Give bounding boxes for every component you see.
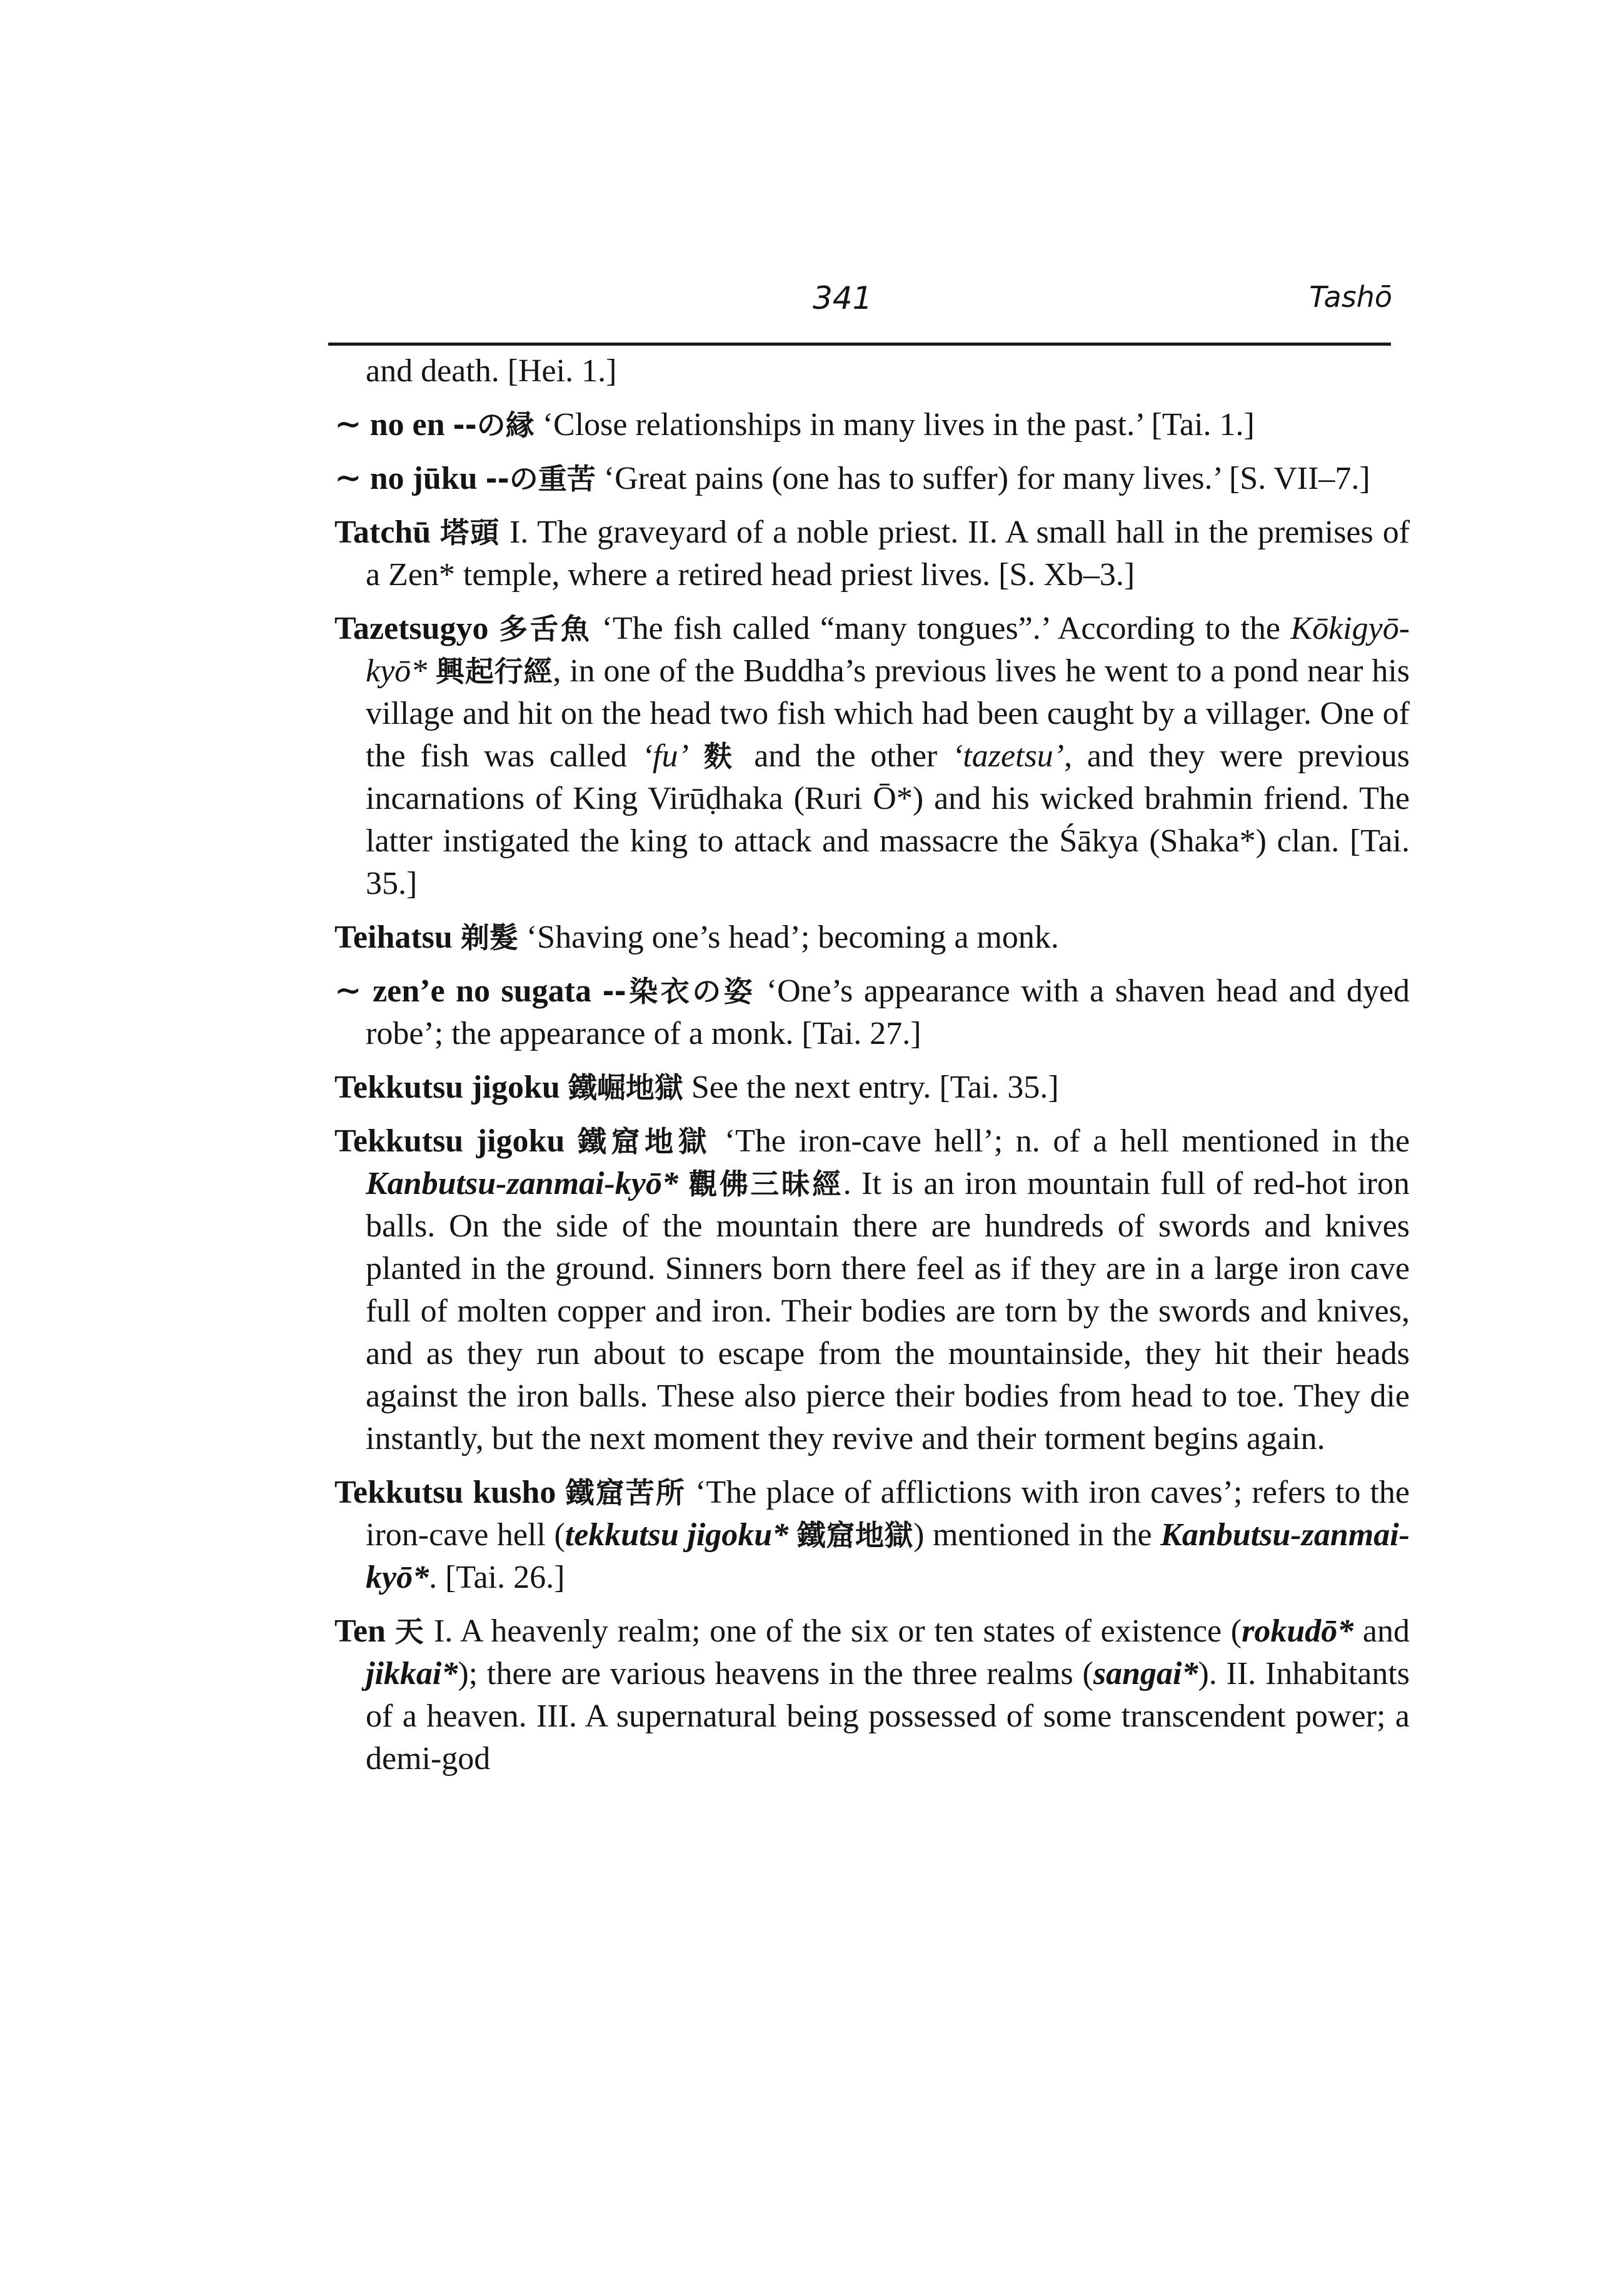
entry-italic-term: ‘fu’ [641,738,689,774]
entry-italic-term: sangai* [1093,1656,1198,1692]
entry-definition: . It is an iron mountain full of red-hot iron balls. On the side of the mountain there are hundreds of swords and knives planted in the ground. Sinners born there feel as if they are in a large iron cave full of molten copper and iron. Their bodies are torn by the swords and knives, and as they run about to escape from the mountainside, they hit their heads against the iron balls. These also pierce their bodies from head to toe. They die instantly, but the next moment they revive and their torment begins again. [366,1166,1410,1456]
entry-tekkutsu-jigoku-2 [334,1120,1410,1460]
subentry-definition: ‘Close relationships in many lives in the past.’ [542,407,1143,443]
entry-tazetsugyo [334,608,1410,905]
tilde-mark: ∼ [334,407,362,443]
tilde-mark: ∼ [334,461,362,496]
entry-headword: Teihatsu [334,920,453,955]
entry-definition: ) mentioned in the [913,1517,1152,1553]
entry-headword: Tekkutsu jigoku [334,1123,565,1159]
entry-definition: ); there are various heavens in the three realms ( [458,1656,1093,1692]
entry-tatchu [334,511,1410,596]
subentry-no-en [334,404,1410,446]
entry-definition: ). II. Inhabitants of a heaven. III. A supernatural being possessed of some transcendent power; a demi-god [366,1656,1410,1777]
entry-definition: I. A heavenly realm; one of the six or ten states of existence ( [433,1613,1242,1649]
subentry-headword: no en [369,407,445,443]
entry-japanese: 鐵窟地獄 [577,1125,712,1158]
header-rule [328,343,1391,346]
entry-reference: [Tai. 26.] [445,1560,565,1595]
entry-definition: , in one of the Buddha’s previous lives he went to a pond near his village and hit on the head two fish which had been caught by a villager. One of the fish was called [366,653,1410,774]
entry-tekkutsu-kusho [334,1471,1410,1599]
subentry-headword: zen’e no sugata [373,973,591,1009]
entry-reference: [Tai. 35.] [366,823,1410,901]
entry-italic-term: rokudō* [1242,1613,1354,1649]
entry-definition: I. The graveyard of a noble priest. II. A small hall in the premises of a Zen* temple, where a retired head priest lives. [366,514,1410,593]
entry-ten [334,1610,1410,1780]
entry-reference: [S. Xb–3.] [998,557,1135,593]
entry-definition: ‘The place of afflictions with iron caves’; refers to the iron-cave hell ( [366,1475,1410,1553]
entry-definition: ‘The fish called “many tongues”.’ According to the [601,611,1281,646]
subentry-zene-no-sugata [334,970,1410,1055]
entry-definition: . [429,1560,438,1595]
dictionary-body [334,350,1410,1792]
entry-reference: [Hei. 1.] [507,353,617,389]
entry-italic-term: ‘tazetsu’ [952,738,1065,774]
entry-definition: ‘Shaving one’s head’; becoming a monk. [526,920,1059,955]
tilde-mark: ∼ [334,973,362,1009]
entry-definition: and [1362,1613,1410,1649]
entry-reference: [Tai. 27.] [801,1016,921,1051]
subentry-japanese: --の重苦 [485,462,596,496]
entry-reference: [S. VII–7.] [1228,461,1370,496]
entry-reference: [Tai. 35.] [939,1070,1059,1105]
entry-japanese: 剃髮 [460,921,518,955]
entry-reference: [Tai. 1.] [1151,407,1255,443]
entry-italic-term: Kanbutsu-zanmai-kyō* [366,1517,1410,1595]
entry-headword: Tekkutsu jigoku [334,1070,560,1105]
entry-japanese: 鐵窟苦所 [565,1476,686,1510]
entry-japanese: 鐵窟地獄 [796,1518,914,1552]
entry-japanese: 多舌魚 [498,612,592,646]
entry-italic-term: Kanbutsu-zanmai-kyō* [366,1166,678,1201]
entry-text: and death. [366,353,499,389]
subentry-japanese: --の縁 [453,408,534,442]
entry-japanese: 觀佛三昧經 [688,1167,843,1201]
subentry-headword: no jūku [369,461,478,496]
entry-headword: Tazetsugyo [334,611,489,646]
entry-japanese: 麩 [703,739,740,773]
entry-italic-term: jikkai* [366,1656,458,1692]
entry-definition: ‘The iron-cave hell’; n. of a hell mentioned in the [724,1123,1410,1159]
entry-japanese: 天 [394,1615,425,1648]
entry-japanese: 興起行經 [436,654,553,688]
subentry-no-juku [334,458,1410,500]
entry-teihatsu [334,916,1410,959]
entry-japanese: 鐵崛地獄 [568,1071,683,1105]
entry-definition: and the other [754,738,938,774]
entry-definition: , and they were previous incarnations of King Virūḍhaka (Ruri Ō*) and his wicked brahmin friend. The latter instigated the king to attack and massacre the Śākya (Shaka*) clan. [366,738,1410,859]
entry-continuation [334,350,1410,393]
entry-japanese: 塔頭 [440,516,501,549]
entry-tekkutsu-jigoku-1 [334,1066,1410,1109]
entry-italic-term: Kōkigyō-kyō* [366,611,1410,689]
entry-headword: Tatchū [334,514,431,550]
subentry-definition: ‘Great pains (one has to suffer) for many lives.’ [603,461,1221,496]
page-number: 341 [813,280,873,316]
entry-headword: Ten [334,1613,386,1649]
subentry-definition: ‘One’s appearance with a shaven head and dyed robe’; the appearance of a monk. [366,973,1410,1051]
guide-word: Tashō [1309,280,1392,314]
subentry-japanese: --染衣の姿 [602,975,756,1008]
entry-headword: Tekkutsu kusho [334,1475,556,1510]
entry-definition: See the next entry. [691,1070,931,1105]
entry-italic-term: tekkutsu jigoku* [565,1517,789,1553]
